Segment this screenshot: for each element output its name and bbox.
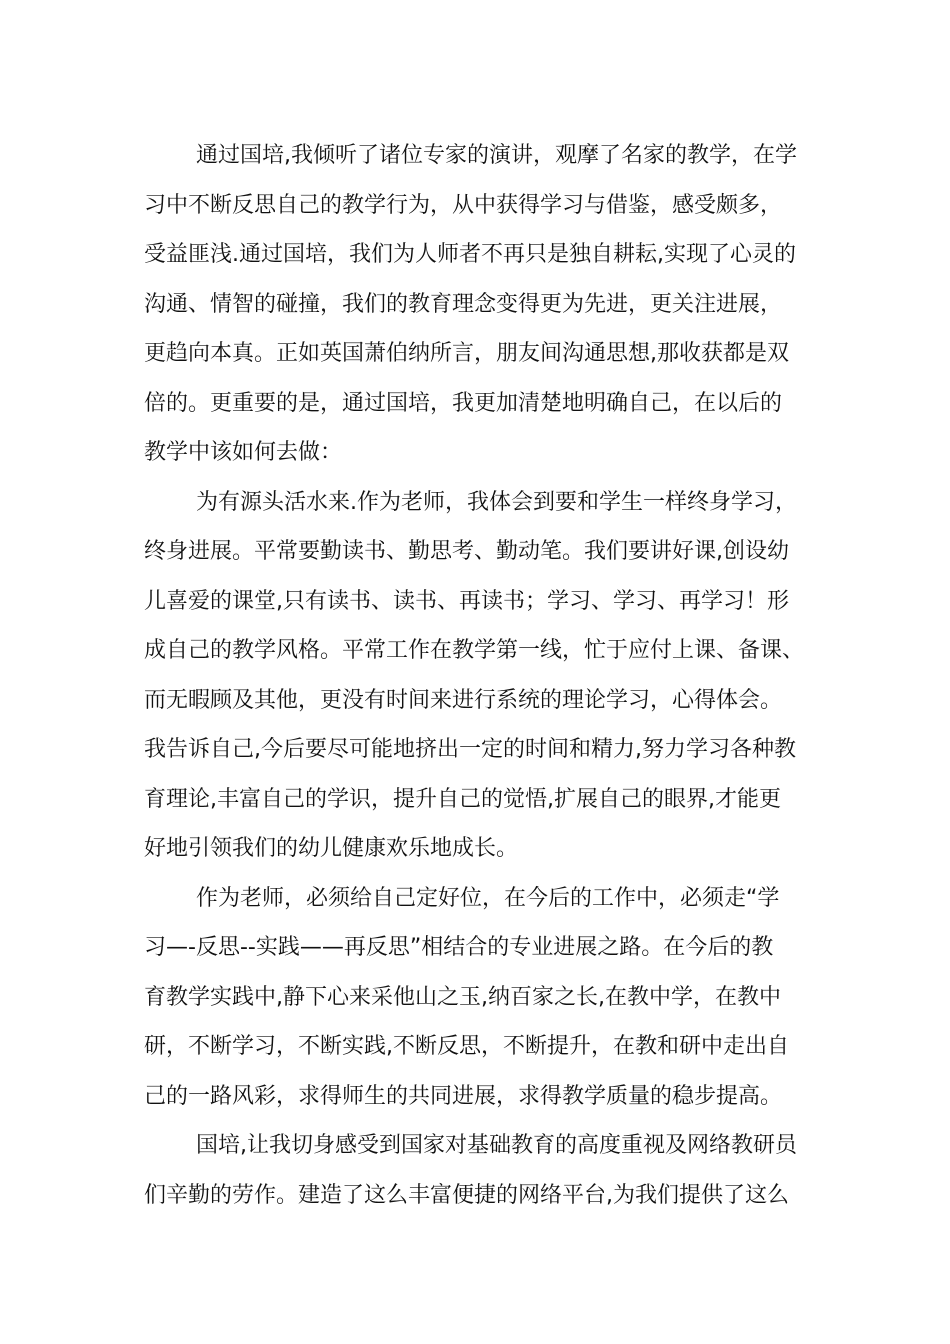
paragraph-1-line-3: 受益匪浅.通过国培，我们为人师者不再只是独自耕耘,实现了心灵的 [144,242,796,267]
paragraph-1-line-2: 习中不断反思自己的教学行为，从中获得学习与借鉴，感受颇多， [144,192,783,218]
paragraph-2-line-6: 我告诉自己,今后要尽可能地挤出一定的时间和精力,努力学习各种教 [144,737,796,762]
paragraph-1-line-4: 沟通、情智的碰撞，我们的教育理念变得更为先进，更关注进展， [144,291,783,317]
paragraph-1-line-7: 教学中该如何去做： [144,440,343,465]
paragraph-2-line-2: 终身进展。平常要勤读书、勤思考、勤动笔。我们要讲好课,创设幼 [144,539,789,564]
paragraph-2-line-5: 而无暇顾及其他，更没有时间来进行系统的理论学习，心得体会。 [144,687,783,713]
paragraph-3-line-3: 育教学实践中,静下心来采他山之玉,纳百家之长,在教中学，在教中 [144,984,781,1010]
paragraph-1-line-1: 通过国培,我倾听了诸位专家的演讲，观摩了名家的教学，在学 [196,143,797,168]
paragraph-2-line-8: 好地引领我们的幼儿健康欢乐地成长。 [144,836,519,861]
paragraph-2-line-7: 育理论,丰富自己的学识，提升自己的觉悟,扩展自己的眼界,才能更 [144,786,781,812]
paragraph-3-line-5: 己的一路风彩，求得师生的共同进展，求得教学质量的稳步提高。 [144,1083,783,1109]
document-body [144,131,824,1220]
paragraph-4-line-2: 们辛勤的劳作。建造了这么丰富便捷的网络平台,为我们提供了这么 [144,1182,789,1208]
paragraph-4-line-1: 国培,让我切身感受到国家对基础教育的高度重视及网络教研员 [196,1133,797,1158]
paragraph-3-line-2: 习—-反思--实践——再反思”相结合的专业进展之路。在今后的教 [144,935,774,960]
paragraph-3-line-1: 作为老师，必须给自己定好位，在今后的工作中，必须走“学 [196,885,780,911]
paragraph-2-line-3: 儿喜爱的课堂,只有读书、读书、再读书；学习、学习、再学习！形 [144,588,789,614]
paragraph-2-line-1: 为有源头活水来.作为老师，我体会到要和学生一样终身学习， [196,489,797,515]
paragraph-1-line-6: 倍的。更重要的是，通过国培，我更加清楚地明确自己，在以后的 [144,390,783,416]
paragraph-2-line-4: 成自己的教学风格。平常工作在教学第一线，忙于应付上课、备课、 [144,638,805,663]
paragraph-3-line-4: 研，不断学习，不断实践,不断反思，不断提升，在教和研中走出自 [144,1034,789,1059]
paragraph-1-line-5: 更趋向本真。正如英国萧伯纳所言，朋友间沟通思想,那收获都是双 [144,341,789,366]
